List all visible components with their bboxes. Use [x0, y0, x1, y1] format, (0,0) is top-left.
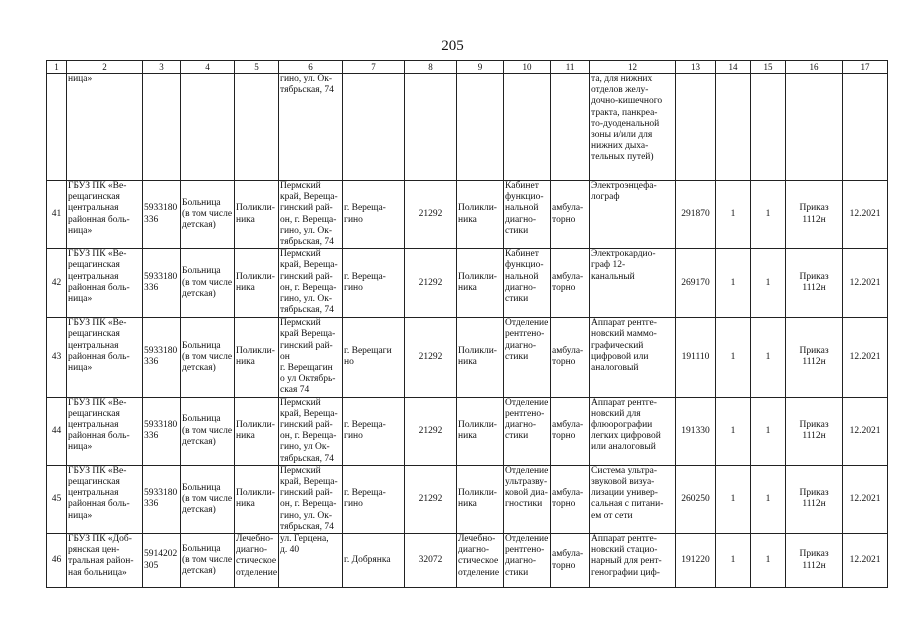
- cell-col-15: 1: [751, 465, 786, 533]
- column-number-16: 16: [786, 61, 843, 74]
- cell-col-3: 5914202 305: [143, 534, 181, 588]
- cell-col-7: г. Вереща- гино: [343, 465, 405, 533]
- cell-col-9: Поликли- ника: [457, 318, 504, 397]
- column-number-9: 9: [457, 61, 504, 74]
- cell-col-5: Лечебно- диагно- стическое отделение: [235, 534, 279, 588]
- cell-col-2: ГБУЗ ПК «Доб- рянская цен- тральная район- ная больница»: [67, 534, 143, 588]
- table-row: [47, 249, 888, 318]
- cell-col-10: Кабинет функцио- нальной диагно- стики: [504, 249, 551, 318]
- cell-col-10: Отделение рентгено- диагно- стики: [504, 318, 551, 397]
- column-number-3: 3: [143, 61, 181, 74]
- cell-col-6: Пермский край, Вереща- гинский рай- он, г. Вереща- гино, ул. Ок- тябрьская, 74: [279, 249, 343, 318]
- cell-col-13: 269170: [676, 249, 716, 318]
- cell-col-7: г. Вереща- гино: [343, 397, 405, 465]
- cell-col-5: Поликли- ника: [235, 465, 279, 533]
- cell-col-4: Больница (в том числе детская): [181, 181, 235, 249]
- cell-col-7: г. Вереща- гино: [343, 181, 405, 249]
- cell-col-16: Приказ 1112н: [786, 397, 843, 465]
- cell-col-14: 1: [716, 397, 751, 465]
- cell-col-17: 12.2021: [843, 249, 888, 318]
- continuation-cell-17: [843, 74, 888, 181]
- column-number-15: 15: [751, 61, 786, 74]
- cell-col-11: амбула- торно: [551, 534, 590, 588]
- cell-col-8: 32072: [405, 534, 457, 588]
- page-number: 205: [441, 38, 464, 54]
- continuation-cell-2: ница»: [67, 74, 143, 181]
- cell-col-1: 45: [47, 465, 67, 533]
- cell-col-5: Поликли- ника: [235, 249, 279, 318]
- cell-col-6: Пермский край, Вереща- гинский рай- он, г. Вереща- гино, ул Ок- тябрьская, 74: [279, 397, 343, 465]
- cell-col-5: Поликли- ника: [235, 318, 279, 397]
- cell-col-2: ГБУЗ ПК «Ве- рещагинская центральная районная боль- ница»: [67, 318, 143, 397]
- cell-col-12: Система ультра- звуковой визуа- лизации универ- сальная с питани- ем от сети: [590, 465, 676, 533]
- continuation-cell-16: [786, 74, 843, 181]
- cell-col-10: Отделение рентгено- диагно- стики: [504, 534, 551, 588]
- cell-col-14: 1: [716, 465, 751, 533]
- header-row: [47, 61, 888, 74]
- cell-col-4: Больница (в том числе детская): [181, 465, 235, 533]
- continuation-cell-6: гино, ул. Ок- тябрьская, 74: [279, 74, 343, 181]
- cell-col-3: 5933180 336: [143, 318, 181, 397]
- table-row: [47, 318, 888, 397]
- continuation-cell-12: та, для нижних отделов желу- дочно-кишечного тракта, панкреа- то-дуоденальной зоны и/или для нижних дыха- тельных путей): [590, 74, 676, 181]
- cell-col-2: ГБУЗ ПК «Ве- рещагинская центральная районная боль- ница»: [67, 249, 143, 318]
- cell-col-15: 1: [751, 249, 786, 318]
- cell-col-15: 1: [751, 534, 786, 588]
- cell-col-10: Отделение ультразву- ковой диа- гностики: [504, 465, 551, 533]
- cell-col-13: 191110: [676, 318, 716, 397]
- continuation-cell-11: [551, 74, 590, 181]
- column-number-14: 14: [716, 61, 751, 74]
- continuation-cell-1: [47, 74, 67, 181]
- cell-col-2: ГБУЗ ПК «Ве- рещагинская центральная районная боль- ница»: [67, 181, 143, 249]
- column-number-6: 6: [279, 61, 343, 74]
- column-number-17: 17: [843, 61, 888, 74]
- cell-col-17: 12.2021: [843, 465, 888, 533]
- cell-col-17: 12.2021: [843, 181, 888, 249]
- cell-col-11: амбула- торно: [551, 397, 590, 465]
- cell-col-12: Аппарат рентге- новский стацио- нарный для рент- генографии циф-: [590, 534, 676, 588]
- cell-col-12: Электрокардио- граф 12- канальный: [590, 249, 676, 318]
- cell-col-9: Поликли- ника: [457, 181, 504, 249]
- table-row: [47, 181, 888, 249]
- cell-col-16: Приказ 1112н: [786, 249, 843, 318]
- cell-col-4: Больница (в том числе детская): [181, 534, 235, 588]
- cell-col-6: ул. Герцена, д. 40: [279, 534, 343, 588]
- cell-col-12: Аппарат рентге- новский для флюорографии легких цифровой или аналоговый: [590, 397, 676, 465]
- cell-col-9: Поликли- ника: [457, 249, 504, 318]
- cell-col-1: 42: [47, 249, 67, 318]
- cell-col-7: г. Верещаги но: [343, 318, 405, 397]
- cell-col-13: 260250: [676, 465, 716, 533]
- cell-col-8: 21292: [405, 397, 457, 465]
- column-number-2: 2: [67, 61, 143, 74]
- cell-col-6: Пермский край, Вереща- гинский рай- он, г. Вереща- гино, ул. Ок- тябрьская, 74: [279, 465, 343, 533]
- cell-col-3: 5933180 336: [143, 249, 181, 318]
- table-row: [47, 397, 888, 465]
- continuation-cell-9: [457, 74, 504, 181]
- continuation-cell-7: [343, 74, 405, 181]
- cell-col-11: амбула- торно: [551, 318, 590, 397]
- cell-col-3: 5933180 336: [143, 397, 181, 465]
- cell-col-1: 43: [47, 318, 67, 397]
- cell-col-15: 1: [751, 318, 786, 397]
- cell-col-1: 46: [47, 534, 67, 588]
- cell-col-11: амбула- торно: [551, 249, 590, 318]
- continuation-cell-10: [504, 74, 551, 181]
- cell-col-4: Больница (в том числе детская): [181, 249, 235, 318]
- cell-col-9: Поликли- ника: [457, 397, 504, 465]
- cell-col-8: 21292: [405, 181, 457, 249]
- column-number-7: 7: [343, 61, 405, 74]
- cell-col-7: г. Вереща- гино: [343, 249, 405, 318]
- continuation-cell-15: [751, 74, 786, 181]
- continuation-cell-5: [235, 74, 279, 181]
- cell-col-12: Аппарат рентге- новский маммо- графический цифровой или аналоговый: [590, 318, 676, 397]
- cell-col-17: 12.2021: [843, 318, 888, 397]
- cell-col-5: Поликли- ника: [235, 397, 279, 465]
- cell-col-17: 12.2021: [843, 534, 888, 588]
- cell-col-3: 5933180 336: [143, 181, 181, 249]
- cell-col-8: 21292: [405, 465, 457, 533]
- cell-col-2: ГБУЗ ПК «Ве- рещагинская центральная районная боль- ница»: [67, 397, 143, 465]
- continuation-cell-14: [716, 74, 751, 181]
- cell-col-6: Пермский край Вереща- гинский рай- он г. Верещагин о ул Октябрь- ская 74: [279, 318, 343, 397]
- column-number-1: 1: [47, 61, 67, 74]
- cell-col-14: 1: [716, 534, 751, 588]
- cell-col-16: Приказ 1112н: [786, 534, 843, 588]
- cell-col-2: ГБУЗ ПК «Ве- рещагинская центральная районная боль- ница»: [67, 465, 143, 533]
- cell-col-12: Электроэнцефа- лограф: [590, 181, 676, 249]
- column-number-4: 4: [181, 61, 235, 74]
- cell-col-6: Пермский край, Вереща- гинский рай- он, г. Вереща- гино, ул. Ок- тябрьская, 74: [279, 181, 343, 249]
- cell-col-9: Поликли- ника: [457, 465, 504, 533]
- cell-col-8: 21292: [405, 318, 457, 397]
- continuation-row: [47, 74, 888, 181]
- cell-col-1: 41: [47, 181, 67, 249]
- cell-col-11: амбула- торно: [551, 181, 590, 249]
- cell-col-9: Лечебно- диагно- стическое отделение: [457, 534, 504, 588]
- cell-col-14: 1: [716, 249, 751, 318]
- cell-col-17: 12.2021: [843, 397, 888, 465]
- cell-col-3: 5933180 336: [143, 465, 181, 533]
- cell-col-13: 191330: [676, 397, 716, 465]
- table-row: [47, 465, 888, 533]
- cell-col-13: 291870: [676, 181, 716, 249]
- table-row: [47, 534, 888, 588]
- cell-col-10: Отделение рентгено- диагно- стики: [504, 397, 551, 465]
- cell-col-16: Приказ 1112н: [786, 181, 843, 249]
- column-number-5: 5: [235, 61, 279, 74]
- cell-col-14: 1: [716, 181, 751, 249]
- cell-col-13: 191220: [676, 534, 716, 588]
- cell-col-11: амбула- торно: [551, 465, 590, 533]
- cell-col-8: 21292: [405, 249, 457, 318]
- cell-col-7: г. Добрянка: [343, 534, 405, 588]
- column-number-13: 13: [676, 61, 716, 74]
- cell-col-5: Поликли- ника: [235, 181, 279, 249]
- continuation-cell-8: [405, 74, 457, 181]
- column-number-10: 10: [504, 61, 551, 74]
- cell-col-16: Приказ 1112н: [786, 318, 843, 397]
- cell-col-15: 1: [751, 397, 786, 465]
- continuation-cell-13: [676, 74, 716, 181]
- cell-col-14: 1: [716, 318, 751, 397]
- equipment-table: [46, 60, 888, 588]
- cell-col-4: Больница (в том числе детская): [181, 318, 235, 397]
- column-number-8: 8: [405, 61, 457, 74]
- continuation-cell-3: [143, 74, 181, 181]
- continuation-cell-4: [181, 74, 235, 181]
- cell-col-15: 1: [751, 181, 786, 249]
- column-number-12: 12: [590, 61, 676, 74]
- cell-col-10: Кабинет функцио- нальной диагно- стики: [504, 181, 551, 249]
- cell-col-16: Приказ 1112н: [786, 465, 843, 533]
- cell-col-4: Больница (в том числе детская): [181, 397, 235, 465]
- column-number-11: 11: [551, 61, 590, 74]
- cell-col-1: 44: [47, 397, 67, 465]
